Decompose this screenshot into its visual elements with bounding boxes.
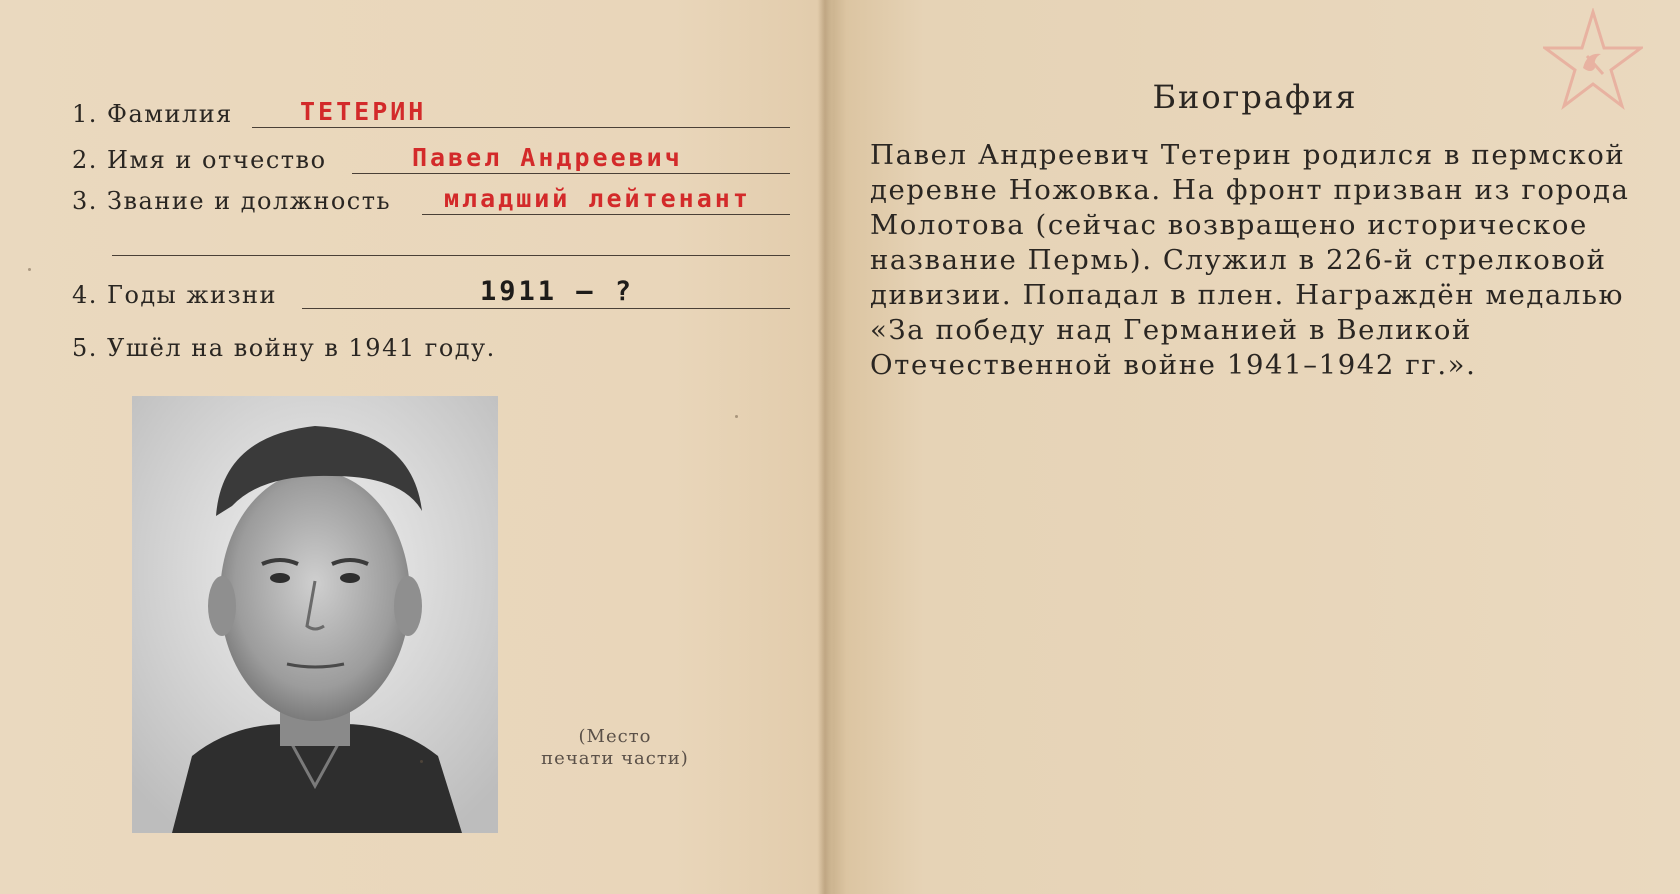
- left-page: [0, 0, 820, 894]
- paper-speck: [28, 268, 31, 271]
- field-years-value: 1911 — ?: [480, 276, 635, 307]
- stamp-place-note: [530, 726, 700, 770]
- field-rank-extra-underline: [112, 255, 790, 256]
- biography-title: Биография: [1152, 78, 1358, 116]
- field-rank-extra-line: [72, 216, 790, 256]
- field-name-value: Павел Андреевич: [412, 143, 683, 172]
- field-rank: [72, 175, 790, 215]
- portrait-illustration: [132, 396, 498, 833]
- field-rank-line: [422, 214, 790, 215]
- stamp-note-line-1: (Место: [578, 726, 652, 747]
- book-spine: [818, 0, 832, 894]
- field-years-label: 4. Годы жизни: [72, 281, 278, 309]
- item-5-went-to-war: 5. Ушёл на войну в 1941 году.: [72, 334, 496, 362]
- field-surname: [72, 88, 790, 128]
- field-name-line: [352, 173, 790, 174]
- paper-speck: [420, 760, 423, 763]
- field-surname-value: ТЕТЕРИН: [300, 97, 427, 126]
- field-surname-line: [252, 127, 790, 128]
- field-years-line: [302, 308, 790, 309]
- field-surname-label: 1. Фамилия: [72, 100, 233, 128]
- stamp-note-line-2: печати части): [541, 748, 689, 769]
- biography-text: Павел Андреевич Тетерин родился в пермской деревне Ножовка. На фронт призван из города Молотова (сейчас возвращено историческое название Пермь). Служил в 226-й стрелковой дивизии. Попадал в плен. Награждён медалью «За победу над Германией в Великой Отечественной войне 1941–1942 гг.».: [870, 139, 1630, 381]
- portrait-photo: [132, 396, 498, 833]
- field-rank-value: младший лейтенант: [444, 184, 751, 213]
- field-years: [72, 269, 790, 309]
- red-star-hammer-sickle-icon: [1543, 8, 1643, 128]
- paper-speck: [735, 415, 738, 418]
- field-name-patronymic: [72, 134, 790, 174]
- field-name-label: 2. Имя и отчество: [72, 146, 327, 174]
- field-rank-label: 3. Звание и должность: [72, 187, 392, 215]
